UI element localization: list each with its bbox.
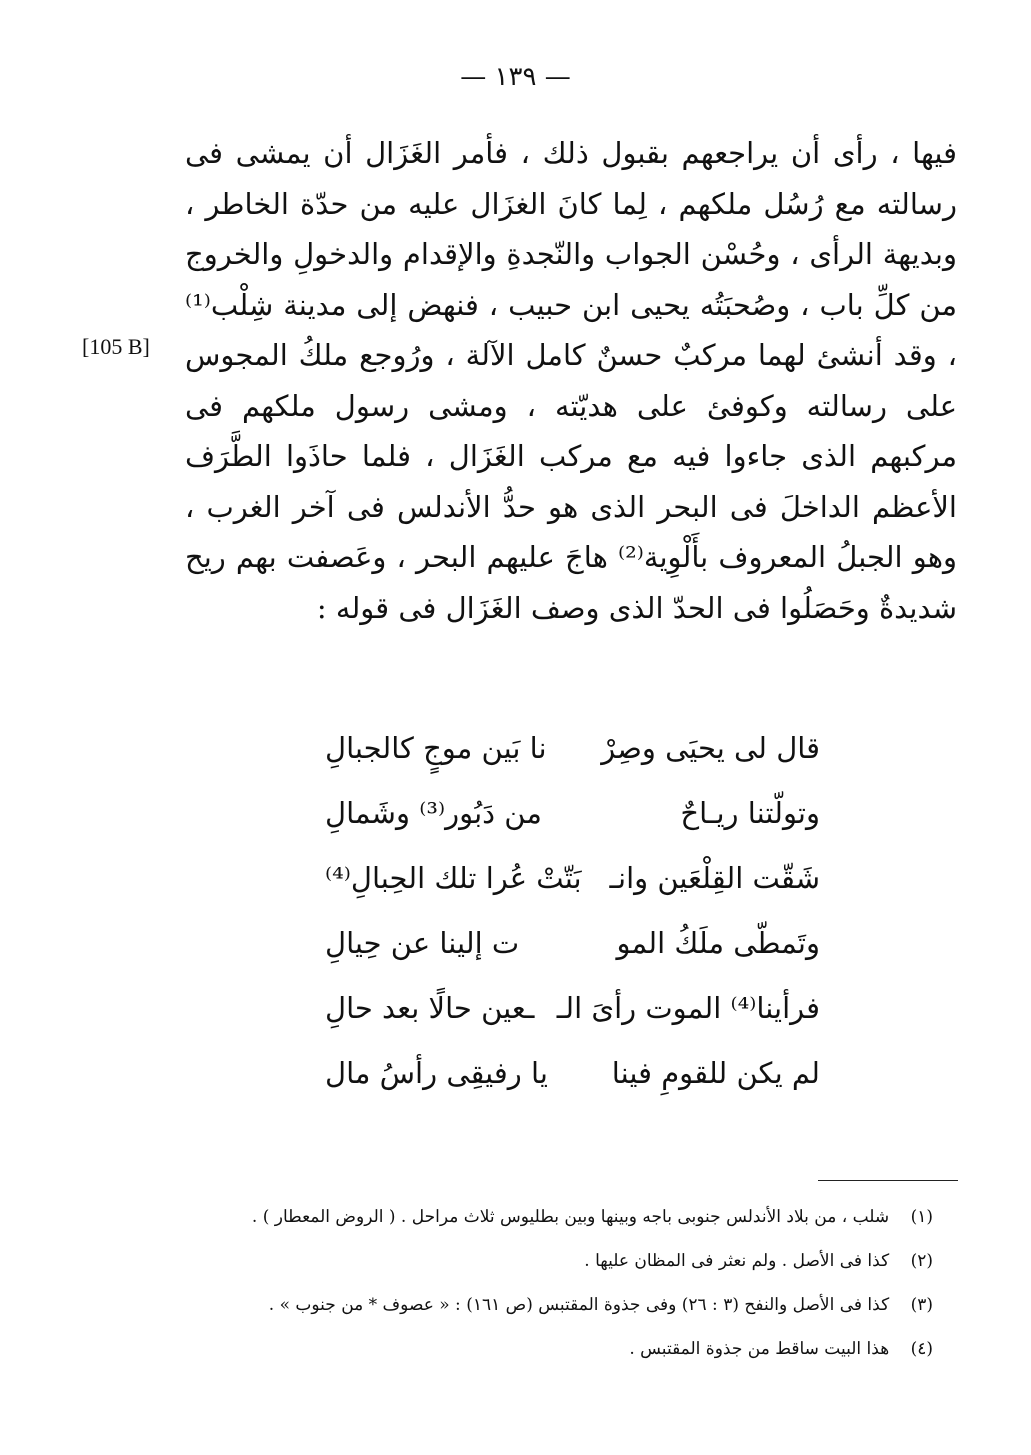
- verse-second-hemistich: نا بَين موجٍ كالجبالِ: [325, 731, 547, 765]
- footnote-text: كذا فى الأصل والنفح (٣ : ٢٦) وفى جذوة المقتبس (ص ١٦١) : « عصوف * من جنوب » .: [268, 1295, 890, 1315]
- footnote-number: (٣): [910, 1295, 933, 1315]
- poem-verse: [325, 858, 820, 923]
- footnote-number: (٤): [910, 1339, 933, 1359]
- footnote-number: (٢): [910, 1251, 933, 1271]
- verse-second-hemistich: ت إلينا عن حِيالِ: [325, 926, 520, 960]
- verse-first-hemistich: وتولّتنا ريـاحٌ: [680, 796, 820, 830]
- footnote-divider: [818, 1180, 958, 1181]
- verse-first-hemistich: شَقّت القِلْعَين وانـ: [609, 861, 820, 895]
- main-paragraph: فيها ، رأى أن يراجعهم بقبول ذلك ، فأمر الغَزَال أن يمشى فى رسالته مع رُسُل ملكهم ، لِما كانَ الغزَال عليه من حدّة الخاطر ، وبديهة الرأى ، وحُسْن الجواب والنّجدةِ والإقدام والدخولِ والخروج من كلِّ باب ، وصُحبَتُه يحيى ابن حبيب ، فنهض إلى مدينة شِلْب⁽¹⁾ ، وقد أنشئ لهما مركبٌ حسنٌ كامل الآلة ، ورُوجع ملكُ المجوس على رسالته وكوفئ على هديّته ، ومشى رسول ملكهم فى مركبهم الذى جاءوا فيه مع مركب الغَزَال ، فلما حاذَوا الطَّرَف الأعظم الداخلَ فى البحر الذى هو حدُّ الأندلس فى آخر الغرب ، وهو الجبلُ المعروف بأَلْوِية⁽²⁾ هاجَ عليهم البحر ، وعَصفت بهم ريح شديدةٌ وحَصَلُوا فى الحدّ الذى وصف الغَزَال فى قوله :: [185, 136, 957, 625]
- footnote: [185, 1203, 933, 1247]
- footnote: [185, 1291, 933, 1335]
- footnote: [185, 1335, 933, 1379]
- verse-first-hemistich: فرأينا⁽⁴⁾ الموت رأىَ الـ: [556, 991, 820, 1025]
- verse-first-hemistich: قال لى يحيَى وصِرْ: [601, 731, 820, 765]
- poem-verse: [325, 988, 820, 1053]
- page-number: — ١٣٩ —: [460, 62, 571, 92]
- poem-verse: [325, 1053, 820, 1118]
- verse-second-hemistich: بَتّتْ عُرا تلك الحِبالِ⁽⁴⁾: [325, 861, 582, 895]
- verse-second-hemistich: ـعين حالًا بعد حالِ: [325, 991, 535, 1025]
- footnote-number: (١): [910, 1207, 933, 1227]
- poem-verse: [325, 793, 820, 858]
- poem: [325, 728, 820, 1118]
- verse-first-hemistich: لم يكن للقومِ فينا: [611, 1056, 820, 1090]
- footnote-text: هذا البيت ساقط من جذوة المقتبس .: [629, 1339, 890, 1359]
- poem-verse: [325, 923, 820, 988]
- margin-reference: [105 B]: [82, 334, 150, 359]
- poem-verse: [325, 728, 820, 793]
- verse-second-hemistich: من دَبُور⁽³⁾ وشَمالِ: [325, 796, 542, 830]
- footnote-text: شلب ، من بلاد الأندلس جنوبى باجه وبينها وبين بطليوس ثلاث مراحل . ( الروض المعطار ) .: [251, 1207, 890, 1227]
- verse-second-hemistich: يا رفيقِى رأسُ مال: [325, 1056, 548, 1090]
- verse-first-hemistich: وتَمطّى ملَكُ المو: [616, 926, 820, 960]
- footnote-text: كذا فى الأصل . ولم نعثر فى المظان عليها .: [584, 1251, 890, 1271]
- footnote: [185, 1247, 933, 1291]
- body-text: [185, 128, 957, 633]
- footnotes: [185, 1203, 933, 1379]
